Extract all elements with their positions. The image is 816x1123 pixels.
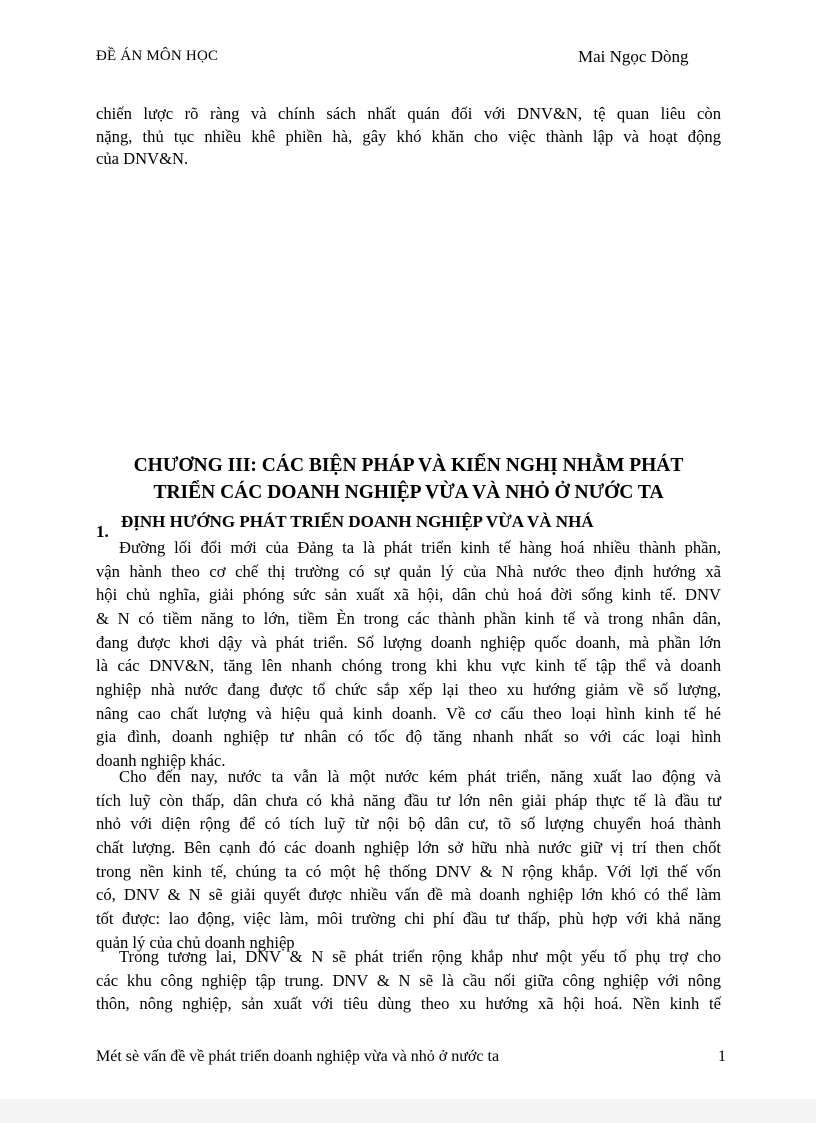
intro-line: nặng, thủ tục nhiều khê phiền hà, gây khó khăn cho việc thành lập và hoạt động [96, 126, 721, 146]
paragraph-line: Đường lối đổi mới của Đảng ta là phát triển kinh tế hàng hoá nhiều thành phần, [119, 538, 721, 557]
paragraph-line: chất lượng. Bên cạnh đó các doanh nghiệp lớn sở hữu nhà nước giữ vị trí then chốt [96, 837, 721, 857]
intro-paragraph [96, 103, 721, 171]
footer-page-number: 1 [718, 1048, 726, 1065]
paragraph-line: hội chủ nghĩa, giải phóng sức sản xuất xã hội, dân chủ hoá đời sống kinh tế. DNV [96, 585, 721, 605]
paragraph-line: quản lý của chủ doanh nghiệp [96, 932, 295, 952]
footer-document-title: Mét sè vấn đề về phát triển doanh nghiệp vừa và nhỏ ở nước ta [96, 1048, 500, 1065]
paragraph-line: thôn, nông nghiệp, sản xuất với tiêu dùng theo xu hướng xã hội hoá. Nền kinh tế [96, 994, 721, 1014]
paragraph-2 [96, 765, 721, 954]
chapter-heading-line-2: TRIỂN CÁC DOANH NGHIỆP VỪA VÀ NHỎ Ở NƯỚC TA [153, 482, 664, 503]
paragraph-3 [96, 945, 721, 1016]
paragraph-1 [96, 536, 721, 773]
intro-line: chiến lược rõ ràng và chính sách nhất quán đối với DNV&N, tệ quan liêu còn [96, 104, 721, 123]
paragraph-line: là các DNV&N, tăng lên nhanh chóng trong khi khu vực kinh tế tập thể và doanh [96, 656, 721, 676]
chapter-heading [96, 452, 721, 506]
header-author-name: Mai Ngọc Dòng [578, 47, 689, 66]
paragraph-line: nâng cao chất lượng và hiệu quả kinh doanh. Về cơ cấu theo loại hình kinh tế hé [96, 703, 721, 723]
page-bottom-strip [0, 1099, 816, 1123]
paragraph-line: gia đình, doanh nghiệp tư nhân có tốc độ tăng nhanh nhất so với các loại hình [96, 727, 721, 747]
paragraph-line: Trong tương lai, DNV & N sẽ phát triển rộng khắp như một yếu tố phụ trợ cho [119, 947, 721, 966]
paragraph-line: các khu công nghiệp tập trung. DNV & N sẽ là cầu nối giữa công nghiệp với nông [96, 970, 721, 990]
header-course-label: ĐỀ ÁN MÔN HỌC [96, 48, 219, 64]
chapter-heading-line-1: CHƯƠNG III: CÁC BIỆN PHÁP VÀ KIẾN NGHỊ NHẰM PHÁT [133, 455, 684, 476]
paragraph-line: có, DNV & N sẽ giải quyết được nhiều vấn đề mà doanh nghiệp lớn khó có thể làm [96, 885, 721, 905]
paragraph-line: tốt được: lao động, việc làm, môi trường chi phí đầu tư thấp, phù hợp với khả năng [96, 908, 721, 928]
paragraph-line: vận hành theo cơ chế thị trường có sự quản lý của Nhà nước theo định hướng xã [96, 561, 721, 581]
paragraph-line: tích luỹ còn thấp, dân chưa có khả năng đầu tư lớn nên giải pháp thực tế là đầu tư [96, 790, 721, 810]
intro-line: của DNV&N. [96, 149, 189, 168]
paragraph-line: doanh nghiệp khác. [96, 750, 226, 770]
section-title: ĐỊNH HƯỚNG PHÁT TRIỂN DOANH NGHIỆP VỪA VÀ NHÁ [121, 512, 594, 531]
section-number: 1. [96, 522, 109, 541]
paragraph-line: đang được khơi dậy và phát triển. Số lượng doanh nghiệp quốc doanh, mà phần lớn [96, 632, 721, 652]
paragraph-line: Cho đến nay, nước ta vẫn là một nước kém phát triển, năng xuất lao động và [119, 767, 721, 786]
paragraph-line: nghiệp nhà nước đang được tổ chức sắp xếp lại theo xu hướng giảm về số lượng, [96, 679, 721, 699]
paragraph-line: trong nền kinh tế, chúng ta có một hệ thống DNV & N rộng khắp. Với lợi thế vốn [96, 861, 721, 881]
paragraph-line: nhỏ với diện rộng để có tích luỹ từ nội bộ dân cư, tõ số lượng chuyển hoá thành [96, 814, 721, 834]
paragraph-line: & N có tiềm năng to lớn, tiềm Èn trong các thành phần kinh tế và trong nhân dân, [96, 608, 721, 628]
